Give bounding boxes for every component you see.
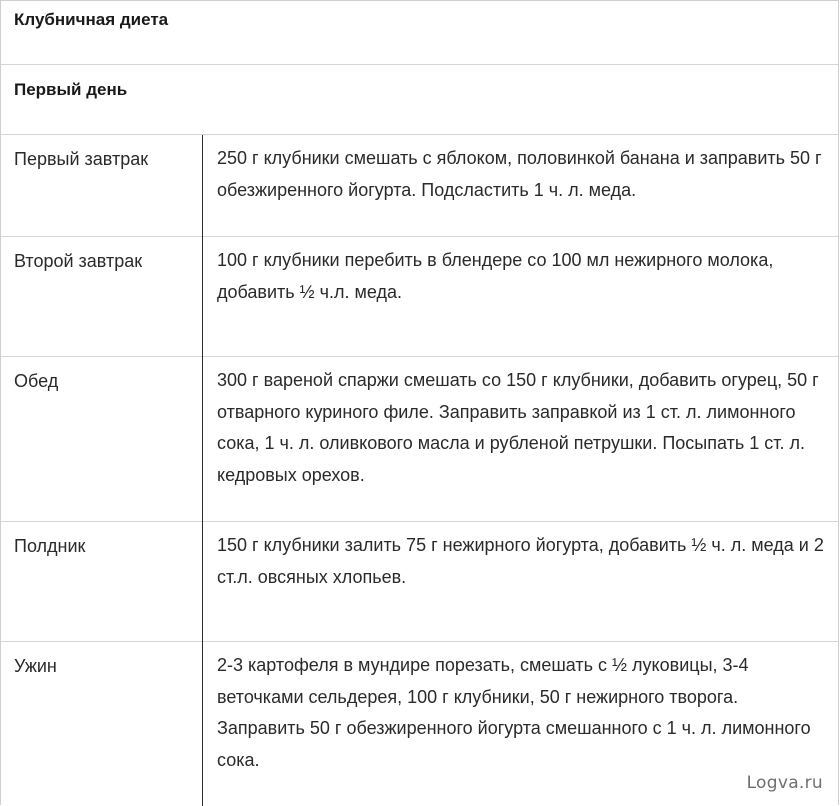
meal-name: Полдник (14, 536, 86, 556)
table-row (1, 237, 838, 357)
table-title: Клубничная диета (1, 1, 838, 65)
meal-name: Ужин (14, 656, 57, 676)
meal-description: 100 г клубники перебить в блендере со 100 мл нежирного молока, добавить ½ ч.л. меда. (217, 250, 774, 302)
table-row (1, 135, 838, 237)
meal-description: 300 г вареной спаржи смешать со 150 г клубники, добавить огурец, 50 г отварного куриного филе. Заправить заправкой из 1 ст. л. лимонного сока, 1 ч. л. оливкового масла и рубленой петрушки. Посыпать 1 ст. л. кедровых орехов. (217, 370, 819, 485)
table-row (1, 522, 838, 642)
meal-name: Второй завтрак (14, 251, 143, 271)
meal-name: Первый завтрак (14, 149, 149, 169)
day-title: Первый день (1, 65, 838, 135)
meal-description: 150 г клубники залить 75 г нежирного йогурта, добавить ½ ч. л. меда и 2 ст.л. овсяных хлопьев. (217, 535, 824, 587)
table-row (1, 357, 838, 522)
meal-description: 2-3 картофеля в мундире порезать, смешать с ½ луковицы, 3-4 веточками сельдерея, 100 г клубники, 50 г нежирного творога. Заправить 50 г обезжиренного йогурта смешанного с 1 ч. л. лимонного сока. (217, 655, 811, 770)
meal-name: Обед (14, 371, 59, 391)
column-divider (202, 135, 203, 806)
table-row (1, 642, 838, 806)
meal-description: 250 г клубники смешать с яблоком, половинкой банана и заправить 50 г обезжиренного йогурта. Подсластить 1 ч. л. меда. (217, 148, 822, 200)
site-watermark: Logva.ru (746, 773, 823, 793)
